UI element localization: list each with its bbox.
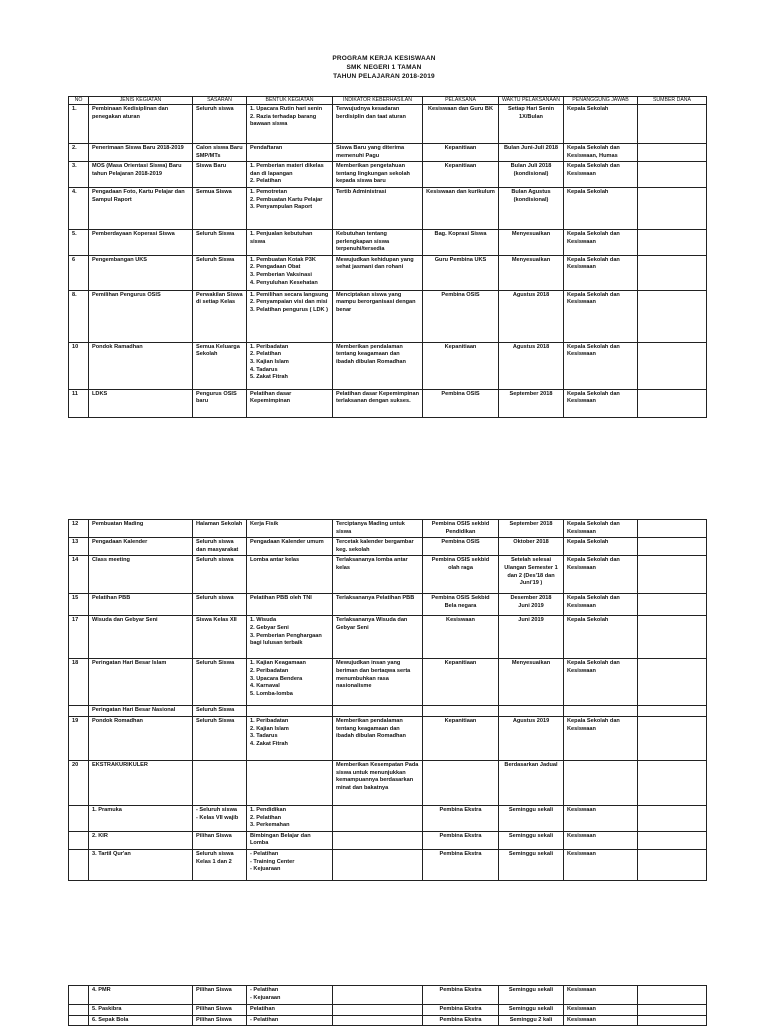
- cell-indikator-keberhasilan: Memberikan pendalaman tentang keagamaan dan ibadah dibulan Romadhan: [333, 342, 423, 389]
- cell-jenis-kegiatan: Pengadaan Kalender: [89, 538, 193, 556]
- program-table-page2: [68, 519, 707, 881]
- cell-sumber-dana: [638, 538, 707, 556]
- table-row: [69, 538, 707, 556]
- cell-pelaksana: Kesiswaan: [423, 616, 499, 659]
- cell-jenis-kegiatan: 1. Pramuka: [89, 805, 193, 831]
- cell-sumber-dana: [638, 342, 707, 389]
- cell-penanggung-jawab: [564, 760, 638, 805]
- column-header-sasaran: SASARAN: [193, 97, 247, 105]
- cell-bentuk-kegiatan: 1. Kajian Keagamaan 2. Peribadatan 3. Upacara Bendera 4. Karnaval 5. Lomba-lomba: [247, 659, 333, 706]
- cell-sumber-dana: [638, 105, 707, 144]
- cell-indikator-keberhasilan: Terlaksananya Wisuda dan Gebyar Seni: [333, 616, 423, 659]
- cell-sasaran: Perwakilan Siswa di setiap Kelas: [193, 290, 247, 342]
- table-row: [69, 144, 707, 162]
- cell-pelaksana: Pembina OSIS sekbid Pendidikan: [423, 520, 499, 538]
- cell-sumber-dana: [638, 659, 707, 706]
- cell-pelaksana: Kepanitiaan: [423, 342, 499, 389]
- cell-no: 19: [69, 716, 89, 760]
- cell-sasaran: - Seluruh siswa - Kelas VII wajib: [193, 805, 247, 831]
- cell-indikator-keberhasilan: [333, 831, 423, 849]
- cell-pelaksana: Kesiswaan dan kurikulum: [423, 187, 499, 229]
- cell-sasaran: Pilihan Siswa: [193, 1005, 247, 1016]
- cell-sumber-dana: [638, 255, 707, 290]
- cell-no: 5.: [69, 229, 89, 255]
- cell-bentuk-kegiatan: Pelatihan PBB oleh TNI: [247, 594, 333, 616]
- cell-sumber-dana: [638, 716, 707, 760]
- cell-bentuk-kegiatan: 1. Peribadatan 2. Kajian Islam 3. Tadarus 4. Zakat Fitrah: [247, 716, 333, 760]
- cell-no: 6: [69, 255, 89, 290]
- program-table-page3: [68, 985, 707, 1026]
- cell-sumber-dana: [638, 986, 707, 1005]
- table-row: [69, 290, 707, 342]
- cell-indikator-keberhasilan: Memberikan pendalaman tentang keagamaan dan ibadah dibulan Romadhan: [333, 716, 423, 760]
- cell-jenis-kegiatan: LDKS: [89, 389, 193, 417]
- cell-pelaksana: Pembina Ekstra: [423, 1015, 499, 1026]
- cell-penanggung-jawab: Kepala Sekolah dan Kesiswaan: [564, 556, 638, 594]
- table-row: [69, 556, 707, 594]
- cell-no: 18: [69, 659, 89, 706]
- cell-sumber-dana: [638, 1015, 707, 1026]
- cell-waktu-pelaksanaan: Seminggu sekali: [499, 849, 564, 880]
- cell-waktu-pelaksanaan: Berdasarkan Jadual: [499, 760, 564, 805]
- cell-sasaran: Halaman Sekolah: [193, 520, 247, 538]
- cell-pelaksana: Pembina Ekstra: [423, 986, 499, 1005]
- table-row: [69, 389, 707, 417]
- cell-sasaran: Seluruh Siswa: [193, 716, 247, 760]
- cell-waktu-pelaksanaan: Menyesuaikan: [499, 229, 564, 255]
- cell-pelaksana: Pembina OSIS Sekbid Bela negara: [423, 594, 499, 616]
- program-table-page1: [68, 96, 707, 418]
- cell-sumber-dana: [638, 1005, 707, 1016]
- cell-no: 11: [69, 389, 89, 417]
- cell-pelaksana: Kepanitiaan: [423, 144, 499, 162]
- cell-waktu-pelaksanaan: Bulan Juli 2018 (kondisional): [499, 162, 564, 188]
- cell-jenis-kegiatan: Pelatihan PBB: [89, 594, 193, 616]
- cell-bentuk-kegiatan: Kerja Fisik: [247, 520, 333, 538]
- cell-jenis-kegiatan: 3. Tartil Qur'an: [89, 849, 193, 880]
- cell-indikator-keberhasilan: Memberikan Kesempatan Pada siswa untuk menunjukkan kemampuannya berdasarkan minat dan bakatnya: [333, 760, 423, 805]
- cell-bentuk-kegiatan: Bimbingan Belajar dan Lomba: [247, 831, 333, 849]
- cell-penanggung-jawab: Kepala Sekolah dan Kesiswaan: [564, 162, 638, 188]
- cell-sasaran: Pilihan Siswa: [193, 986, 247, 1005]
- cell-sumber-dana: [638, 760, 707, 805]
- cell-waktu-pelaksanaan: Bulan Juni-Juli 2018: [499, 144, 564, 162]
- cell-pelaksana: Kepanitiaan: [423, 162, 499, 188]
- cell-penanggung-jawab: Kepala Sekolah dan Kesiswaan: [564, 342, 638, 389]
- cell-waktu-pelaksanaan: Setelah selesai Ulangan Semester 1 dan 2 (Des'18 dan Juni'19 ): [499, 556, 564, 594]
- cell-waktu-pelaksanaan: Juni 2019: [499, 616, 564, 659]
- cell-sumber-dana: [638, 849, 707, 880]
- cell-bentuk-kegiatan: - Pelatihan: [247, 1015, 333, 1026]
- table-row: [69, 1005, 707, 1016]
- cell-sasaran: Semua Siswa: [193, 187, 247, 229]
- cell-penanggung-jawab: Kesiswaan: [564, 831, 638, 849]
- cell-jenis-kegiatan: Class meeting: [89, 556, 193, 594]
- cell-penanggung-jawab: Kepala Sekolah dan Kesiswaan: [564, 594, 638, 616]
- cell-waktu-pelaksanaan: Agustus 2018: [499, 290, 564, 342]
- cell-pelaksana: Kesiswaan dan Guru BK: [423, 105, 499, 144]
- cell-no: [69, 849, 89, 880]
- cell-sasaran: Seluruh siswa: [193, 105, 247, 144]
- cell-no: 12: [69, 520, 89, 538]
- cell-bentuk-kegiatan: - Pelatihan - Training Center - Kejuaraan: [247, 849, 333, 880]
- cell-bentuk-kegiatan: Pendaftaran: [247, 144, 333, 162]
- cell-penanggung-jawab: [564, 706, 638, 717]
- cell-sasaran: Seluruh siswa Kelas 1 dan 2: [193, 849, 247, 880]
- cell-sasaran: Siswa Baru: [193, 162, 247, 188]
- academic-year: TAHUN PELAJARAN 2018-2019: [333, 73, 435, 80]
- cell-indikator-keberhasilan: Kebutuhan tentang perlengkapan siswa terpenuhi/tersedia: [333, 229, 423, 255]
- cell-sumber-dana: [638, 229, 707, 255]
- table-row: [69, 255, 707, 290]
- cell-sasaran: [193, 760, 247, 805]
- cell-penanggung-jawab: Kepala Sekolah dan Kesiswaan: [564, 290, 638, 342]
- cell-penanggung-jawab: Kepala Sekolah dan Kesiswaan: [564, 229, 638, 255]
- table-row: [69, 706, 707, 717]
- cell-penanggung-jawab: Kesiswaan: [564, 1005, 638, 1016]
- cell-no: 8.: [69, 290, 89, 342]
- cell-sumber-dana: [638, 616, 707, 659]
- cell-sumber-dana: [638, 594, 707, 616]
- cell-waktu-pelaksanaan: Seminggu sekali: [499, 831, 564, 849]
- cell-indikator-keberhasilan: Tercetak kalender bergambar keg. sekolah: [333, 538, 423, 556]
- cell-jenis-kegiatan: Pemilihan Pengurus OSIS: [89, 290, 193, 342]
- cell-pelaksana: Pembina OSIS sekbid olah raga: [423, 556, 499, 594]
- cell-sumber-dana: [638, 389, 707, 417]
- cell-bentuk-kegiatan: Pengadaan Kalender umum: [247, 538, 333, 556]
- cell-pelaksana: Pembina Ekstra: [423, 805, 499, 831]
- cell-sasaran: Seluruh siswa: [193, 594, 247, 616]
- cell-no: [69, 1015, 89, 1026]
- cell-waktu-pelaksanaan: Seminggu sekali: [499, 986, 564, 1005]
- school-name: SMK NEGERI 1 TAMAN: [346, 64, 422, 71]
- cell-indikator-keberhasilan: Terwujudnya kesadaran berdisiplin dan taat aturan: [333, 105, 423, 144]
- cell-indikator-keberhasilan: Mewujudkan kehidupan yang sehat jasmani dan rohani: [333, 255, 423, 290]
- cell-bentuk-kegiatan: 1. Wisuda 2. Gebyar Seni 3. Pemberian Penghargaan bagi lulusan terbaik: [247, 616, 333, 659]
- column-header-penanggung-jawab: PENANGGUNG JAWAB: [564, 97, 638, 105]
- cell-indikator-keberhasilan: Terlaksananya Pelatihan PBB: [333, 594, 423, 616]
- table-row: [69, 659, 707, 706]
- cell-jenis-kegiatan: Wisuda dan Gebyar Seni: [89, 616, 193, 659]
- cell-sasaran: Semua Keluarga Sekolah: [193, 342, 247, 389]
- cell-jenis-kegiatan: Peringatan Hari Besar Islam: [89, 659, 193, 706]
- table-row: [69, 594, 707, 616]
- cell-sasaran: Seluruh Siswa: [193, 229, 247, 255]
- table-row: [69, 849, 707, 880]
- table-row: [69, 716, 707, 760]
- table-row: [69, 1015, 707, 1026]
- cell-jenis-kegiatan: Penerimaan Siswa Baru 2018-2019: [89, 144, 193, 162]
- cell-no: [69, 1005, 89, 1016]
- cell-pelaksana: Guru Pembina UKS: [423, 255, 499, 290]
- table-row: [69, 520, 707, 538]
- cell-bentuk-kegiatan: Lomba antar kelas: [247, 556, 333, 594]
- table-row: [69, 162, 707, 188]
- cell-jenis-kegiatan: Pondok Ramadhan: [89, 342, 193, 389]
- column-header-bentuk-kegiatan: BENTUK KEGIATAN: [247, 97, 333, 105]
- cell-penanggung-jawab: Kepala Sekolah dan Kesiswaan: [564, 716, 638, 760]
- cell-waktu-pelaksanaan: Seminggu 2 kali: [499, 1015, 564, 1026]
- cell-waktu-pelaksanaan: Seminggu sekali: [499, 805, 564, 831]
- cell-sumber-dana: [638, 162, 707, 188]
- cell-penanggung-jawab: Kesiswaan: [564, 1015, 638, 1026]
- cell-no: 15: [69, 594, 89, 616]
- cell-pelaksana: Pembina OSIS: [423, 538, 499, 556]
- cell-indikator-keberhasilan: Menciptakan siswa yang mampu berorganisasi dengan benar: [333, 290, 423, 342]
- cell-pelaksana: [423, 706, 499, 717]
- cell-waktu-pelaksanaan: Bulan Agustus (kondisional): [499, 187, 564, 229]
- cell-jenis-kegiatan: Peringatan Hari Besar Nasional: [89, 706, 193, 717]
- cell-indikator-keberhasilan: Terciptanya Mading untuk siswa: [333, 520, 423, 538]
- cell-indikator-keberhasilan: Memberikan pengetahuan tentang lingkungan sekolah kepada siswa baru: [333, 162, 423, 188]
- cell-no: 20: [69, 760, 89, 805]
- cell-penanggung-jawab: Kepala Sekolah: [564, 187, 638, 229]
- column-header-indikator-keberhasilan: INDIKATOR KEBERHASILAN: [333, 97, 423, 105]
- cell-sasaran: Seluruh siswa dan masyarakat: [193, 538, 247, 556]
- cell-no: 17: [69, 616, 89, 659]
- cell-bentuk-kegiatan: 1. Pembuatan Kotak P3K 2. Pengadaan Obat 3. Pemberian Vaksinasi 4. Penyuluhan Kesehatan: [247, 255, 333, 290]
- cell-indikator-keberhasilan: [333, 805, 423, 831]
- cell-sumber-dana: [638, 520, 707, 538]
- cell-penanggung-jawab: Kepala Sekolah dan Kesiswaan: [564, 520, 638, 538]
- cell-jenis-kegiatan: 6. Sepak Bola: [89, 1015, 193, 1026]
- cell-no: 4.: [69, 187, 89, 229]
- cell-indikator-keberhasilan: [333, 986, 423, 1005]
- cell-pelaksana: Kepanitiaan: [423, 716, 499, 760]
- cell-bentuk-kegiatan: 1. Pemotretan 2. Pembuatan Kartu Pelajar 3. Penyampulan Raport: [247, 187, 333, 229]
- cell-sasaran: Seluruh Siswa: [193, 659, 247, 706]
- cell-no: [69, 831, 89, 849]
- cell-sasaran: Seluruh Siswa: [193, 706, 247, 717]
- cell-bentuk-kegiatan: 1. Pemberian materi dikelas dan di lapangan 2. Pelatihan: [247, 162, 333, 188]
- cell-waktu-pelaksanaan: September 2018: [499, 389, 564, 417]
- column-header-pelaksana: PELAKSANA: [423, 97, 499, 105]
- cell-sumber-dana: [638, 187, 707, 229]
- cell-no: 10: [69, 342, 89, 389]
- column-header-no: NO: [69, 97, 89, 105]
- cell-sumber-dana: [638, 706, 707, 717]
- cell-waktu-pelaksanaan: Menyesuaikan: [499, 255, 564, 290]
- table-row: [69, 760, 707, 805]
- cell-bentuk-kegiatan: 1. Pemilihan secara langsung 2. Penyampaian visi dan misi 3. Pelatihan pengurus ( LDK ): [247, 290, 333, 342]
- cell-no: 3.: [69, 162, 89, 188]
- cell-pelaksana: Kepanitiaan: [423, 659, 499, 706]
- cell-jenis-kegiatan: Pembuatan Mading: [89, 520, 193, 538]
- cell-sasaran: Pilihan Siswa: [193, 1015, 247, 1026]
- cell-jenis-kegiatan: EKSTRAKURIKULER: [89, 760, 193, 805]
- column-header-jenis-kegiatan: JENIS KEGIATAN: [89, 97, 193, 105]
- table-row: [69, 616, 707, 659]
- cell-jenis-kegiatan: 2. KIR: [89, 831, 193, 849]
- cell-waktu-pelaksanaan: Seminggu sekali: [499, 1005, 564, 1016]
- cell-indikator-keberhasilan: [333, 1005, 423, 1016]
- cell-sasaran: Seluruh siswa: [193, 556, 247, 594]
- cell-penanggung-jawab: Kesiswaan: [564, 986, 638, 1005]
- cell-pelaksana: [423, 760, 499, 805]
- cell-pelaksana: Pembina Ekstra: [423, 1005, 499, 1016]
- cell-penanggung-jawab: Kepala Sekolah dan Kesiswaan: [564, 659, 638, 706]
- cell-jenis-kegiatan: Pemberdayaan Koperasi Siswa: [89, 229, 193, 255]
- cell-pelaksana: Pembina Ekstra: [423, 831, 499, 849]
- table-row: [69, 229, 707, 255]
- cell-no: 2.: [69, 144, 89, 162]
- table-row: [69, 831, 707, 849]
- cell-jenis-kegiatan: Pondok Romadhan: [89, 716, 193, 760]
- cell-pelaksana: Pembina Ekstra: [423, 849, 499, 880]
- cell-waktu-pelaksanaan: Desember 2018 Juni 2019: [499, 594, 564, 616]
- cell-sumber-dana: [638, 290, 707, 342]
- cell-indikator-keberhasilan: Pelatihan dasar Kepemimpinan terlaksanan dengan sukses.: [333, 389, 423, 417]
- cell-pelaksana: Pembina OSIS: [423, 389, 499, 417]
- table-row: [69, 986, 707, 1005]
- cell-no: [69, 805, 89, 831]
- table-row: [69, 805, 707, 831]
- header-row: [69, 97, 707, 105]
- cell-jenis-kegiatan: Pembinaan Kedisiplinan dan penegakan aturan: [89, 105, 193, 144]
- cell-sasaran: Seluruh Siswa: [193, 255, 247, 290]
- table-row: [69, 105, 707, 144]
- cell-penanggung-jawab: Kepala Sekolah dan Kesiswaan, Humas: [564, 144, 638, 162]
- cell-no: [69, 986, 89, 1005]
- cell-sasaran: Siswa Kelas XII: [193, 616, 247, 659]
- cell-no: [69, 706, 89, 717]
- cell-no: 13: [69, 538, 89, 556]
- cell-sumber-dana: [638, 144, 707, 162]
- cell-bentuk-kegiatan: 1. Upacara Rutin hari senin 2. Razia terhadap barang bawaan siswa: [247, 105, 333, 144]
- cell-penanggung-jawab: Kepala Sekolah: [564, 105, 638, 144]
- cell-bentuk-kegiatan: 1. Pendidikan 2. Pelatihan 3. Perkemahan: [247, 805, 333, 831]
- cell-penanggung-jawab: Kepala Sekolah dan Kesiswaan: [564, 389, 638, 417]
- cell-indikator-keberhasilan: Tertib Administrasi: [333, 187, 423, 229]
- cell-indikator-keberhasilan: Terlaksananya lomba antar kelas: [333, 556, 423, 594]
- cell-bentuk-kegiatan: 1. Penjualan kebutuhan siswa: [247, 229, 333, 255]
- cell-sasaran: Calon siswa Baru SMP/MTs: [193, 144, 247, 162]
- cell-bentuk-kegiatan: - Pelatihan - Kejuaraan: [247, 986, 333, 1005]
- cell-waktu-pelaksanaan: Agustus 2018: [499, 342, 564, 389]
- cell-indikator-keberhasilan: [333, 849, 423, 880]
- cell-waktu-pelaksanaan: September 2018: [499, 520, 564, 538]
- cell-bentuk-kegiatan: Pelatihan: [247, 1005, 333, 1016]
- doc-title: PROGRAM KERJA KESISWAAN: [332, 55, 436, 62]
- column-header-waktu-pelaksanaan: WAKTU PELAKSANAAN: [499, 97, 564, 105]
- cell-waktu-pelaksanaan: Setiap Hari Senin 1X/Bulan: [499, 105, 564, 144]
- cell-sumber-dana: [638, 831, 707, 849]
- cell-bentuk-kegiatan: [247, 706, 333, 717]
- cell-no: 14: [69, 556, 89, 594]
- cell-penanggung-jawab: Kepala Sekolah: [564, 616, 638, 659]
- cell-jenis-kegiatan: 4. PMR: [89, 986, 193, 1005]
- cell-bentuk-kegiatan: 1. Peribadatan 2. Pelatihan 3. Kajian Islam 4. Tadarus 5. Zakat Fitrah: [247, 342, 333, 389]
- cell-jenis-kegiatan: 5. Paskibra: [89, 1005, 193, 1016]
- cell-indikator-keberhasilan: [333, 706, 423, 717]
- cell-sasaran: Pilihan Siswa: [193, 831, 247, 849]
- cell-waktu-pelaksanaan: Agustus 2019: [499, 716, 564, 760]
- cell-waktu-pelaksanaan: Menyesuaikan: [499, 659, 564, 706]
- cell-sumber-dana: [638, 556, 707, 594]
- cell-pelaksana: Bag. Koprasi Siswa: [423, 229, 499, 255]
- cell-penanggung-jawab: Kepala Sekolah: [564, 538, 638, 556]
- table-row: [69, 187, 707, 229]
- cell-jenis-kegiatan: MOS (Masa Orientasi Siswa) Baru tahun Pelajaran 2018-2019: [89, 162, 193, 188]
- cell-sumber-dana: [638, 805, 707, 831]
- cell-sasaran: Pengurus OSIS baru: [193, 389, 247, 417]
- cell-jenis-kegiatan: Pengembangan UKS: [89, 255, 193, 290]
- cell-waktu-pelaksanaan: [499, 706, 564, 717]
- cell-bentuk-kegiatan: Pelatihan dasar Kepemimpinan: [247, 389, 333, 417]
- cell-waktu-pelaksanaan: Oktober 2018: [499, 538, 564, 556]
- cell-indikator-keberhasilan: Mewujudkan insan yang beriman dan bertaqwa serta menumbuhkan rasa nasionalisme: [333, 659, 423, 706]
- cell-bentuk-kegiatan: [247, 760, 333, 805]
- column-header-sumber-dana: SUMBER DANA: [638, 97, 707, 105]
- cell-no: 1.: [69, 105, 89, 144]
- cell-indikator-keberhasilan: [333, 1015, 423, 1026]
- cell-penanggung-jawab: Kesiswaan: [564, 805, 638, 831]
- cell-penanggung-jawab: Kepala Sekolah dan Kesiswaan: [564, 255, 638, 290]
- cell-penanggung-jawab: Kesiswaan: [564, 849, 638, 880]
- cell-jenis-kegiatan: Pengadaan Foto, Kartu Pelajar dan Sampul Raport: [89, 187, 193, 229]
- cell-indikator-keberhasilan: Siswa Baru yang diterima memenuhi Pagu: [333, 144, 423, 162]
- table-row: [69, 342, 707, 389]
- cell-pelaksana: Pembina OSIS: [423, 290, 499, 342]
